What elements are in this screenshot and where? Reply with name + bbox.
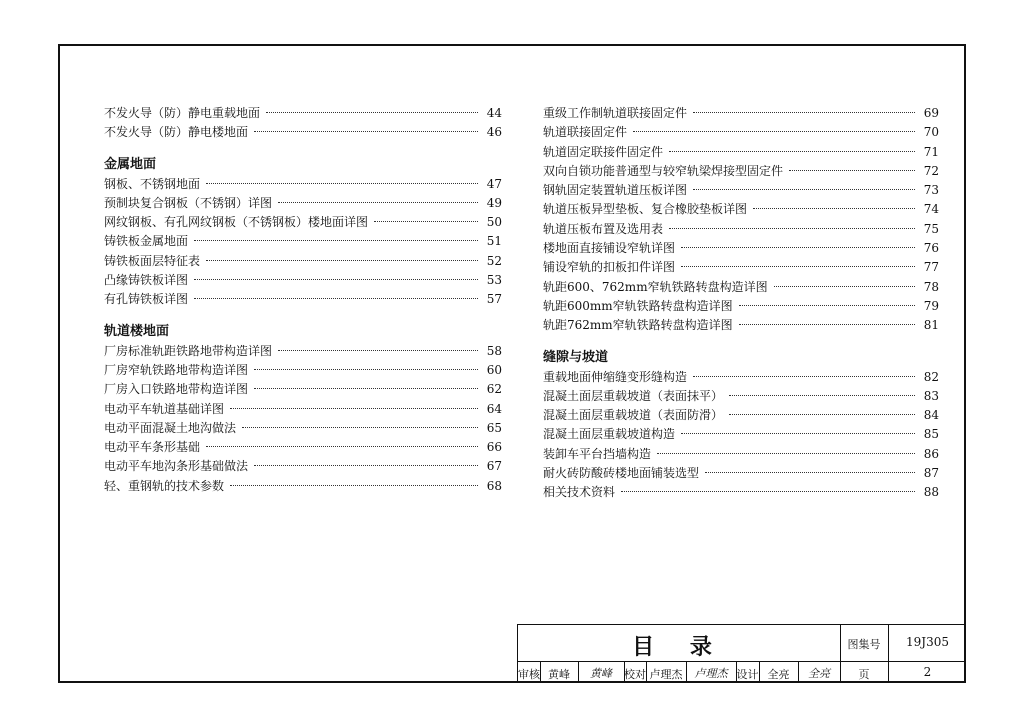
toc-entry[interactable]: 装卸车平台挡墙构造 86 (543, 446, 939, 461)
toc-entry[interactable]: 厂房入口铁路地带构造详图 62 (104, 382, 502, 397)
toc-left-column (104, 104, 502, 496)
section-heading: 缝隙与坡道 (543, 349, 609, 365)
toc-entry[interactable]: 厂房窄轨铁路地带构造详图 60 (104, 362, 502, 377)
section-heading: 金属地面 (104, 156, 157, 172)
title-block (517, 624, 966, 683)
toc-entry[interactable]: 铸铁板面层特征表 52 (104, 253, 502, 268)
toc-entry[interactable]: 铺设窄轨的扣板扣件详图 77 (543, 260, 939, 275)
toc-entry[interactable]: 钢轨固定装置轨道压板详图 73 (543, 183, 939, 198)
toc-entry[interactable]: 轨距762mm窄轨铁路转盘构造详图 81 (543, 318, 939, 333)
toc-entry[interactable]: 预制块复合钢板（不锈钢）详图 49 (104, 195, 502, 210)
toc-entry[interactable]: 轨道压板异型垫板、复合橡胶垫板详图 74 (543, 202, 939, 217)
toc-right-column (543, 104, 939, 503)
toc-entry[interactable]: 混凝土面层重载坡道（表面防滑） 84 (543, 408, 939, 423)
toc-entry[interactable]: 重载地面伸缩缝变形缝构造 82 (543, 369, 939, 384)
toc-entry[interactable]: 混凝土面层重载坡道构造 85 (543, 427, 939, 442)
toc-entry[interactable]: 厂房标准轨距铁路地带构造详图 58 (104, 343, 502, 358)
design-label: 设计 (736, 668, 759, 681)
review-label: 审核 (518, 668, 540, 681)
toc-entry[interactable]: 电动平车条形基础 66 (104, 440, 502, 455)
toc-entry[interactable]: 凸缘铸铁板详图 53 (104, 273, 502, 288)
toc-entry[interactable]: 轨道压板布置及选用表 75 (543, 221, 939, 236)
toc-entry[interactable]: 混凝土面层重载坡道（表面抹平） 83 (543, 388, 939, 403)
reviewer-name: 黄峰 (548, 668, 570, 681)
toc-entry[interactable]: 轨距600、762mm窄轨铁路转盘构造详图 78 (543, 279, 939, 294)
atlas-number-label: 图集号 (847, 638, 881, 651)
toc-entry[interactable]: 电动平面混凝土地沟做法 65 (104, 420, 502, 435)
toc-entry[interactable]: 双向自锁功能普通型与较窄轨梁焊接型固定件 72 (543, 163, 939, 178)
toc-entry[interactable]: 重级工作制轨道联接固定件 69 (543, 106, 939, 120)
toc-entry[interactable]: 电动平车地沟条形基础做法 67 (104, 459, 502, 474)
toc-entry[interactable]: 不发火导（防）静电楼地面 46 (104, 125, 502, 140)
designer-signature: 全亮 (808, 667, 830, 680)
toc-entry[interactable]: 网纹钢板、有孔网纹钢板（不锈钢板）楼地面详图 50 (104, 215, 502, 230)
toc-entry[interactable]: 相关技术资料 88 (543, 485, 939, 500)
reviewer-signature: 黄峰 (590, 667, 612, 680)
page-number: 2 (923, 665, 932, 679)
toc-entry[interactable]: 钢板、不锈钢地面 47 (104, 176, 502, 191)
check-label: 校对 (624, 668, 646, 681)
toc-entry[interactable]: 楼地面直接铺设窄轨详图 76 (543, 241, 939, 256)
toc-entry[interactable]: 电动平车轨道基础详图 64 (104, 401, 502, 416)
toc-entry[interactable]: 耐火砖防酸砖楼地面铺装选型 87 (543, 466, 939, 481)
section-heading: 轨道楼地面 (104, 323, 170, 339)
toc-entry[interactable]: 有孔铸铁板详图 57 (104, 292, 502, 307)
toc-entry[interactable]: 轨距600mm窄轨铁路转盘构造详图 79 (543, 298, 939, 313)
toc-entry[interactable]: 轨道联接固定件 70 (543, 125, 939, 140)
checker-name: 卢理杰 (649, 668, 683, 681)
page-label: 页 (858, 668, 870, 681)
toc-entry[interactable]: 轨道固定联接件固定件 71 (543, 144, 939, 159)
checker-signature: 卢理杰 (694, 667, 728, 680)
toc-entry[interactable]: 不发火导（防）静电重载地面 44 (104, 106, 502, 120)
atlas-number: 19J305 (906, 635, 949, 649)
document-title: 目 录 (632, 634, 726, 660)
toc-entry[interactable]: 轻、重钢轨的技术参数 68 (104, 478, 502, 493)
toc-entry[interactable]: 铸铁板金属地面 51 (104, 234, 502, 249)
designer-name: 全亮 (767, 668, 790, 681)
